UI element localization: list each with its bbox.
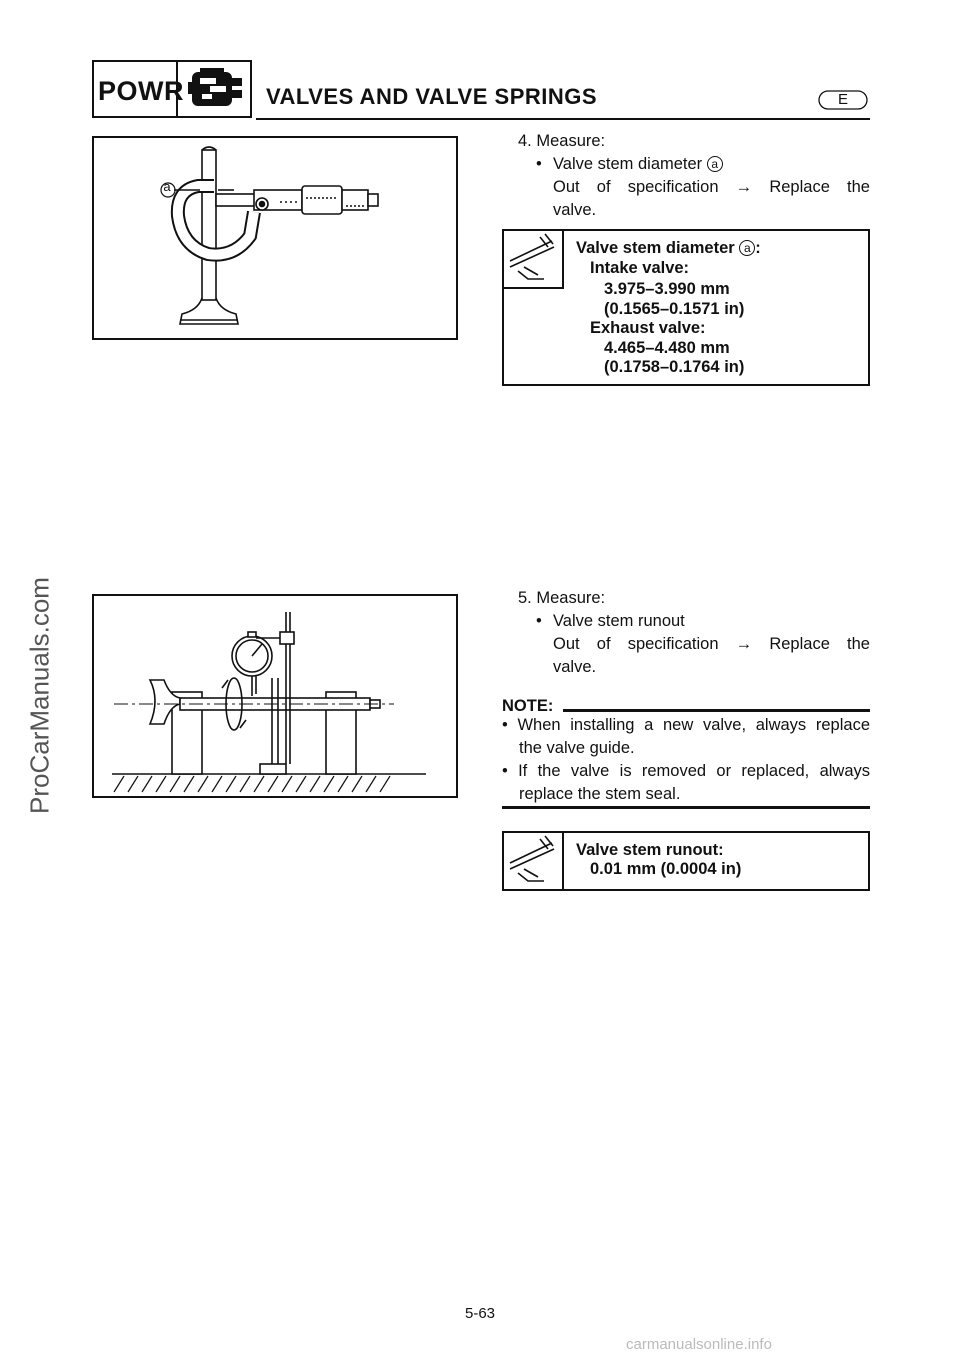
spec1-intake-in: (0.1565–0.1571 in): [604, 300, 745, 318]
note-item2-line2: replace the stem seal.: [519, 785, 681, 803]
note-label: NOTE:: [502, 697, 554, 715]
spec1-title-suffix: :: [755, 239, 761, 257]
note-item2-line1: • If the valve is removed or replaced, always: [502, 762, 870, 780]
page-number: 5-63: [464, 1305, 496, 1322]
step4-line2: valve.: [553, 201, 597, 219]
figure1-label-a: a: [163, 179, 171, 194]
caliper-icon-cell: [504, 231, 564, 289]
spec1-label-a: a: [739, 240, 755, 256]
step4-line1: Out of specification → Replace the: [553, 178, 870, 196]
header-rule: [256, 118, 870, 120]
step4-bullet-text: Valve stem diameter: [553, 155, 703, 173]
spec1-title-text: Valve stem diameter: [576, 239, 735, 257]
step5-line2: valve.: [553, 658, 597, 676]
caliper-icon: [504, 833, 560, 887]
note-item1-line1: • When installing a new valve, always replace: [502, 716, 870, 734]
step5-bullet-text: Valve stem runout: [553, 612, 685, 630]
note-rule-top: [563, 709, 870, 712]
spec-box-valve-stem-runout: [502, 831, 870, 891]
spec-box-valve-stem-diameter: [502, 229, 870, 386]
step4-bullet: • Valve stem diameter a: [536, 153, 723, 176]
side-watermark: ProCarManuals.com: [24, 577, 55, 814]
spec1-intake-mm: 3.975–3.990 mm: [604, 280, 730, 298]
caliper-icon: [504, 231, 560, 285]
step5-bullet: • Valve stem runout: [536, 612, 685, 630]
step4-label-a: a: [707, 156, 723, 172]
micrometer-valve-stem-illustration: [94, 138, 456, 338]
note-item1-line2: the valve guide.: [519, 739, 635, 757]
note-rule-bottom: [502, 806, 870, 809]
step5-line1: Out of specification → Replace the: [553, 635, 870, 653]
footer-watermark: carmanualsonline.info: [626, 1336, 772, 1353]
spec2-value: 0.01 mm (0.0004 in): [590, 860, 742, 878]
step5-heading: 5. Measure:: [518, 589, 606, 607]
dial-gauge-valve-runout-illustration: [94, 596, 456, 796]
spec1-exhaust-in: (0.1758–0.1764 in): [604, 358, 745, 376]
language-badge: E: [837, 91, 848, 108]
engine-icon: [186, 66, 246, 112]
caliper-icon-cell: [504, 833, 564, 889]
figure-valve-stem-diameter: [92, 136, 458, 340]
spec1-exhaust-mm: 4.465–4.480 mm: [604, 339, 730, 357]
spec1-intake-label: Intake valve:: [590, 259, 690, 277]
section-tab-label: POWR: [98, 76, 184, 106]
step4-heading: 4. Measure:: [518, 132, 606, 150]
spec2-title: Valve stem runout:: [576, 841, 724, 859]
page-title: VALVES AND VALVE SPRINGS: [266, 84, 598, 109]
spec1-exhaust-label: Exhaust valve:: [590, 319, 706, 337]
figure-valve-stem-runout: [92, 594, 458, 798]
